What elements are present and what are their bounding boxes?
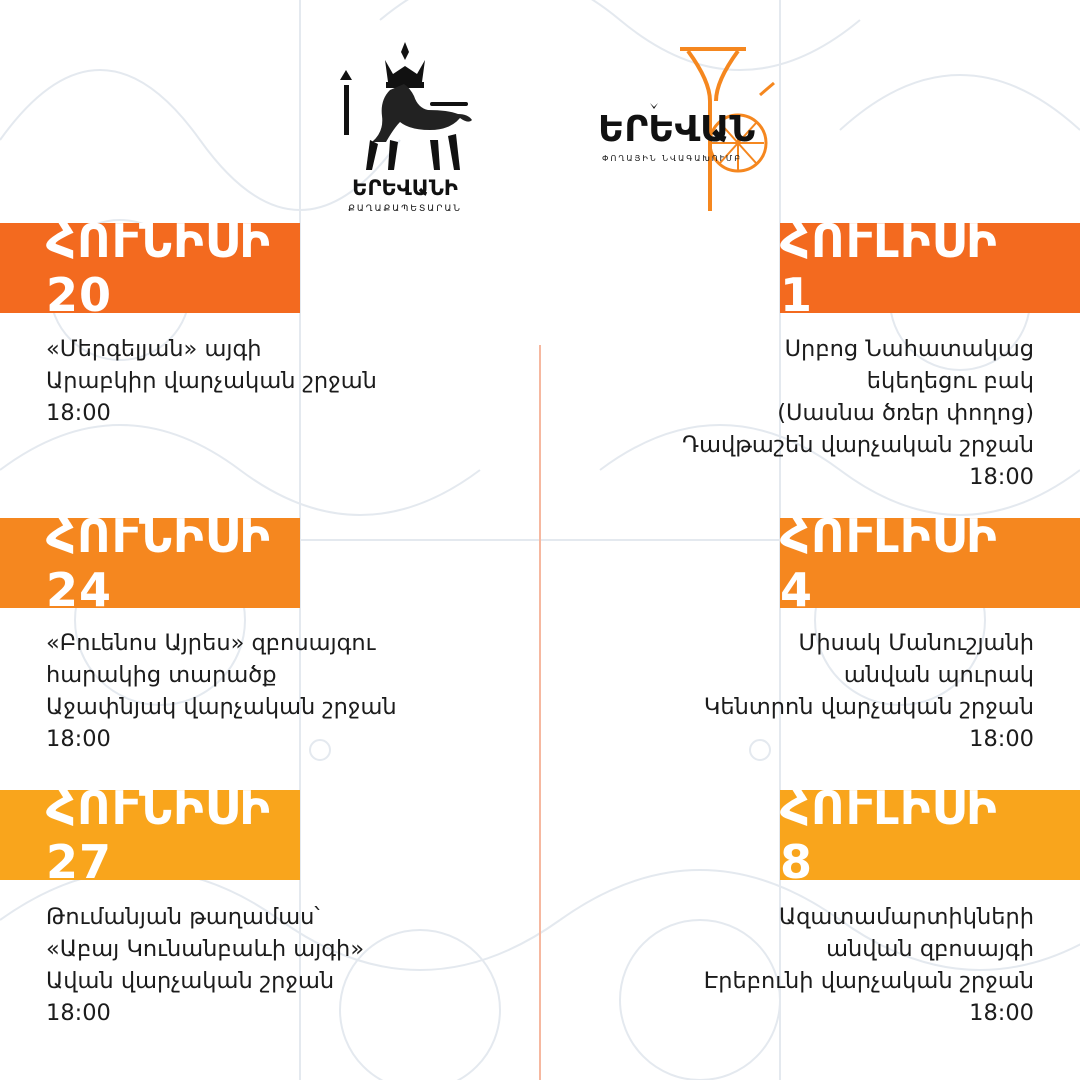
event-district: Դավթաշեն վարչական շրջան [682,432,1034,458]
date-label: ՀՈՒԼԻՍԻ 4 [780,509,998,617]
brass-band-logo [588,45,788,220]
trumpet-icon [588,45,788,220]
event-district: Աջափնյակ վարչական շրջան [46,694,397,720]
date-banner-june-27 [0,781,300,889]
date-label: ՀՈՒՆԻՍԻ 27 [46,781,271,889]
event-venue: եկեղեցու բակ [866,368,1034,394]
date-banner-july-4 [780,509,1080,617]
date-banner-july-1 [780,214,1080,322]
event-time: 18:00 [46,1000,111,1026]
svg-text:ԵՐԵՎԱՆ: ԵՐԵՎԱՆ [598,109,756,150]
event-details-july-4 [554,627,1034,755]
date-banner-july-8 [780,781,1080,889]
event-venue: «Աբայ Կունանբաևի այգի» [46,936,365,962]
event-venue: «Բուենոս Այրես» զբոսայգու [46,630,376,656]
event-venue: Ազատամարտիկների [778,904,1034,930]
date-label: ՀՈՒԼԻՍԻ 1 [780,214,998,322]
date-label: ՀՈՒՆԻՍԻ 24 [46,509,271,617]
date-banner-june-20 [0,214,300,322]
event-venue: անվան զբոսայգի [826,936,1034,962]
svg-text:ՔԱՂԱՔԱՊԵՏԱՐԱՆ: ՔԱՂԱՔԱՊԵՏԱՐԱՆ [348,204,462,214]
event-time: 18:00 [46,400,111,426]
date-label: ՀՈՒՆԻՍԻ 20 [46,214,271,322]
svg-text:ՓՈՂԱՅԻՆ ՆՎԱԳԱԽՈՒՄԲ: ՓՈՂԱՅԻՆ ՆՎԱԳԱԽՈՒՄԲ [602,154,743,163]
date-label: ՀՈՒԼԻՍԻ 8 [780,781,998,889]
event-time: 18:00 [969,1000,1034,1026]
event-details-june-27 [46,901,526,1029]
event-time: 18:00 [969,726,1034,752]
event-district: Կենտրոն վարչական շրջան [703,694,1034,720]
event-venue: (Սասնա ծռեր փողոց) [777,400,1034,426]
event-venue: Սրբոց Նահատակաց [784,336,1034,362]
center-divider [539,345,541,1080]
event-details-july-8 [554,901,1034,1029]
event-details-june-20 [46,333,526,429]
city-hall-logo [330,40,480,215]
event-venue: Միսակ Մանուշյանի [798,630,1034,656]
event-venue: անվան պուրակ [843,662,1034,688]
event-district: Ավան վարչական շրջան [46,968,335,994]
date-banner-june-24 [0,509,300,617]
event-venue: հարակից տարածք [46,662,277,688]
event-time: 18:00 [969,464,1034,490]
event-district: Արաբկիր վարչական շրջան [46,368,377,394]
event-venue: «Մերգելյան» այգի [46,336,262,362]
svg-text:ԵՐԵՎԱՆԻ: ԵՐԵՎԱՆԻ [352,176,458,200]
event-details-june-24 [46,627,526,755]
event-time: 18:00 [46,726,111,752]
event-venue: Թումանյան թաղամաս՝ [46,904,320,930]
event-district: Էրեբունի վարչական շրջան [703,968,1034,994]
yerevan-lion-crest-icon [330,40,480,215]
event-details-july-1 [554,333,1034,493]
